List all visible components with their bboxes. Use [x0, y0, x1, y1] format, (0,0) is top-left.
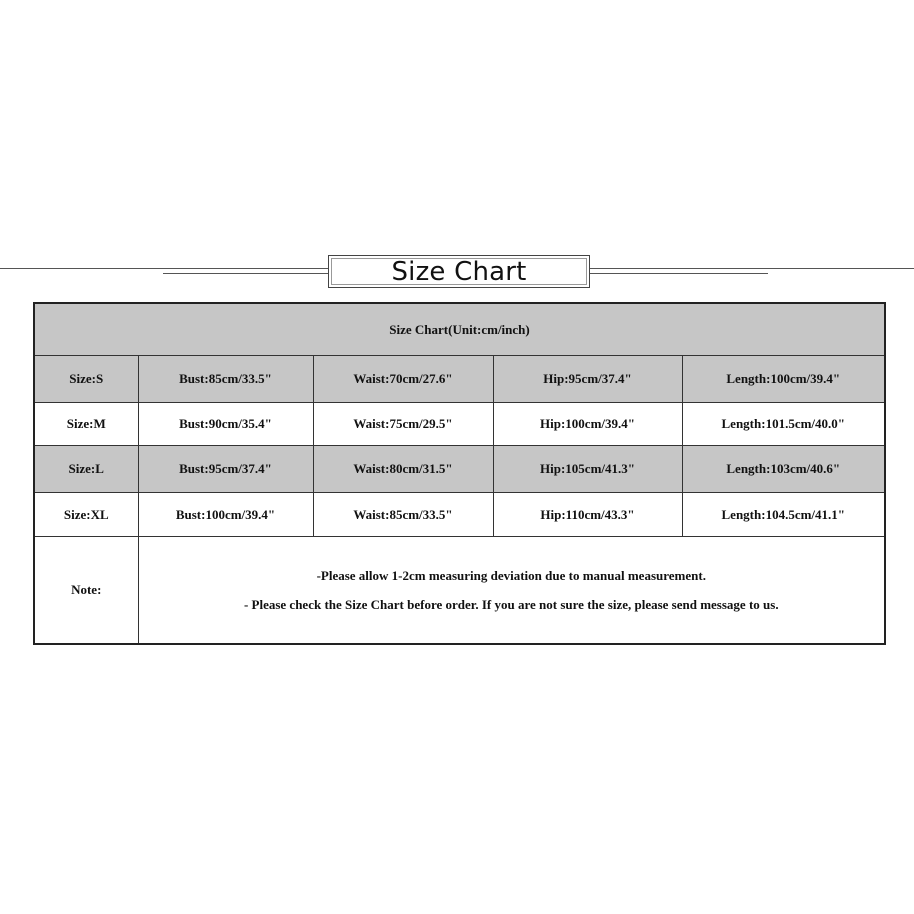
bust-cell: Bust:85cm/33.5" [138, 356, 313, 403]
note-line-deviation: -Please allow 1-2cm measuring deviation due to manual measurement. [316, 567, 706, 583]
table-caption-row [34, 303, 885, 356]
size-cell: Size:XL [34, 493, 138, 537]
bust-cell: Bust:95cm/37.4" [138, 446, 313, 493]
waist-cell: Waist:80cm/31.5" [313, 446, 493, 493]
length-cell: Length:104.5cm/41.1" [682, 493, 885, 537]
bust-cell: Bust:90cm/35.4" [138, 403, 313, 446]
note-label: Note: [34, 537, 138, 645]
table-caption: Size Chart(Unit:cm/inch) [34, 303, 885, 356]
hip-cell: Hip:100cm/39.4" [493, 403, 682, 446]
page-title: Size Chart [391, 256, 527, 287]
size-chart-table [33, 302, 886, 645]
waist-cell: Waist:70cm/27.6" [313, 356, 493, 403]
size-cell: Size:S [34, 356, 138, 403]
note-row [34, 537, 885, 645]
table-row [34, 403, 885, 446]
bust-cell: Bust:100cm/39.4" [138, 493, 313, 537]
waist-cell: Waist:75cm/29.5" [313, 403, 493, 446]
table-row [34, 446, 885, 493]
banner-rule-right-short [590, 273, 768, 274]
hip-cell: Hip:95cm/37.4" [493, 356, 682, 403]
table-row [34, 356, 885, 403]
length-cell: Length:101.5cm/40.0" [682, 403, 885, 446]
banner-title-box [328, 255, 590, 288]
length-cell: Length:100cm/39.4" [682, 356, 885, 403]
waist-cell: Waist:85cm/33.5" [313, 493, 493, 537]
hip-cell: Hip:110cm/43.3" [493, 493, 682, 537]
size-cell: Size:L [34, 446, 138, 493]
banner-rule-left-short [163, 273, 329, 274]
size-cell: Size:M [34, 403, 138, 446]
table-row [34, 493, 885, 537]
length-cell: Length:103cm/40.6" [682, 446, 885, 493]
hip-cell: Hip:105cm/41.3" [493, 446, 682, 493]
note-content [138, 537, 885, 645]
note-line-check-chart: - Please check the Size Chart before order. If you are not sure the size, please send message to us. [243, 596, 779, 612]
